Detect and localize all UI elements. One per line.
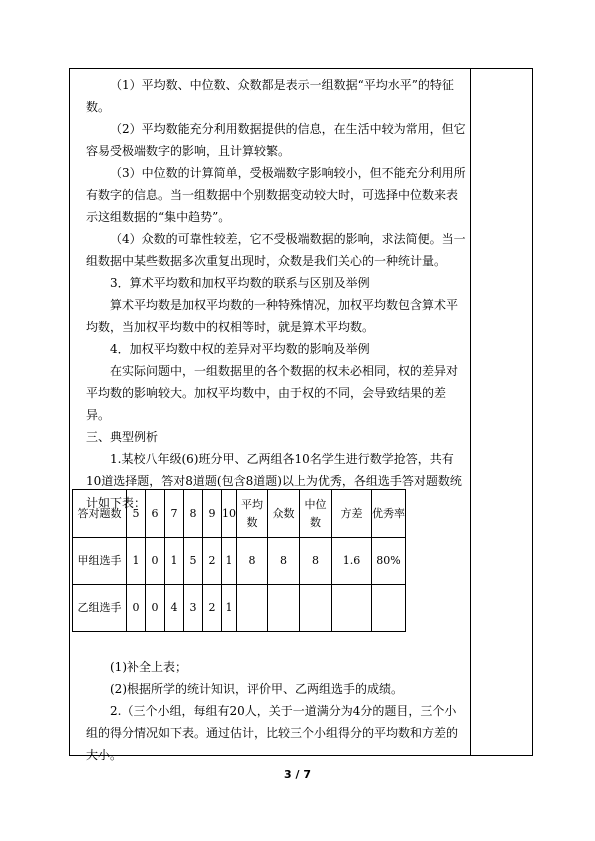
table-cell: 方差 bbox=[332, 490, 372, 538]
table-cell: 8 bbox=[268, 538, 300, 585]
table-cell: 优秀率 bbox=[372, 490, 406, 538]
table-cell: 1 bbox=[222, 538, 237, 585]
question-text: 1.某校八年级(6)班分甲、乙两组各10名学生进行数学抢答，共有10道选择题，答对8道题(包含8道题)以上为优秀，各组选手答对题数统计如下表： bbox=[86, 452, 462, 510]
paragraph: 算术平均数是加权平均数的一种特殊情况，加权平均数包含算术平均数，当加权平均数中的权相等时，就是算术平均数。 bbox=[86, 298, 459, 334]
paragraph: 在实际问题中，一组数据里的各个数据的权未必相同，权的差异对平均数的影响较大。加权平均数中，由于权的不同，会导致结果的差异。 bbox=[86, 364, 459, 422]
table-cell: 1 bbox=[222, 585, 237, 632]
table-cell: 众数 bbox=[268, 490, 300, 538]
table-cell: 80% bbox=[372, 538, 406, 585]
table-row bbox=[73, 538, 406, 585]
table-cell: 9 bbox=[203, 490, 222, 538]
table-cell: 8 bbox=[184, 490, 203, 538]
sub-question: (1)补全上表； bbox=[110, 660, 187, 674]
page-number: 3 / 7 bbox=[284, 768, 311, 781]
paragraph: （3）中位数的计算简单，受极端数字影响较小，但不能充分利用所有数字的信息。当一组数据中个别数据变动较大时，可选择中位数来表示这组数据的“集中趋势”。 bbox=[86, 166, 466, 224]
table-cell: 甲组选手 bbox=[73, 538, 127, 585]
table-cell: 1.6 bbox=[332, 538, 372, 585]
table-cell: 0 bbox=[146, 538, 165, 585]
table-cell: 乙组选手 bbox=[73, 585, 127, 632]
table-cell: 10 bbox=[222, 490, 237, 538]
paragraph: （4）众数的可靠性较差，它不受极端数据的影响，求法简便。当一组数据中某些数据多次重复出现时，众数是我们关心的一种统计量。 bbox=[86, 232, 466, 268]
table-cell: 1 bbox=[127, 538, 146, 585]
table-cell: 0 bbox=[146, 585, 165, 632]
table-cell bbox=[237, 585, 268, 632]
table-cell: 1 bbox=[165, 538, 184, 585]
table-header-row bbox=[73, 490, 406, 538]
table-cell bbox=[268, 585, 300, 632]
paragraph: （2）平均数能充分利用数据提供的信息，在生活中较为常用，但它容易受极端数字的影响，且计算较繁。 bbox=[86, 122, 466, 158]
score-table bbox=[72, 489, 406, 632]
table-cell: 0 bbox=[127, 585, 146, 632]
question-text: 2.（三个小组，每组有20人，关于一道满分为4分的题目，三个小组的得分情况如下表。通过估计，比较三个小组得分的平均数和方差的大小。 bbox=[86, 704, 459, 762]
table-row bbox=[73, 585, 406, 632]
paragraph: （1）平均数、中位数、众数都是表示一组数据“平均水平”的特征数。 bbox=[86, 78, 454, 114]
sub-question: (2)根据所学的统计知识，评价甲、乙两组选手的成绩。 bbox=[110, 682, 404, 696]
table-cell: 平均数 bbox=[237, 490, 268, 538]
table-cell: 答对题数 bbox=[73, 490, 127, 538]
table-cell bbox=[300, 585, 332, 632]
table-cell: 2 bbox=[203, 585, 222, 632]
section-heading: 4．加权平均数中权的差异对平均数的影响及举例 bbox=[110, 342, 370, 356]
table-cell: 8 bbox=[300, 538, 332, 585]
right-column-divider bbox=[470, 68, 471, 756]
table-cell: 3 bbox=[184, 585, 203, 632]
main-content bbox=[86, 74, 466, 514]
table-cell: 2 bbox=[203, 538, 222, 585]
table-cell: 5 bbox=[184, 538, 203, 585]
table-cell: 8 bbox=[237, 538, 268, 585]
section-heading: 3．算术平均数和加权平均数的联系与区别及举例 bbox=[110, 276, 370, 290]
table-cell bbox=[372, 585, 406, 632]
table-cell: 7 bbox=[165, 490, 184, 538]
after-table-content bbox=[86, 656, 466, 766]
table-cell: 4 bbox=[165, 585, 184, 632]
table-cell: 6 bbox=[146, 490, 165, 538]
table-cell: 5 bbox=[127, 490, 146, 538]
table-cell bbox=[332, 585, 372, 632]
section-heading: 三、典型例析 bbox=[86, 430, 159, 444]
table-cell: 中位数 bbox=[300, 490, 332, 538]
